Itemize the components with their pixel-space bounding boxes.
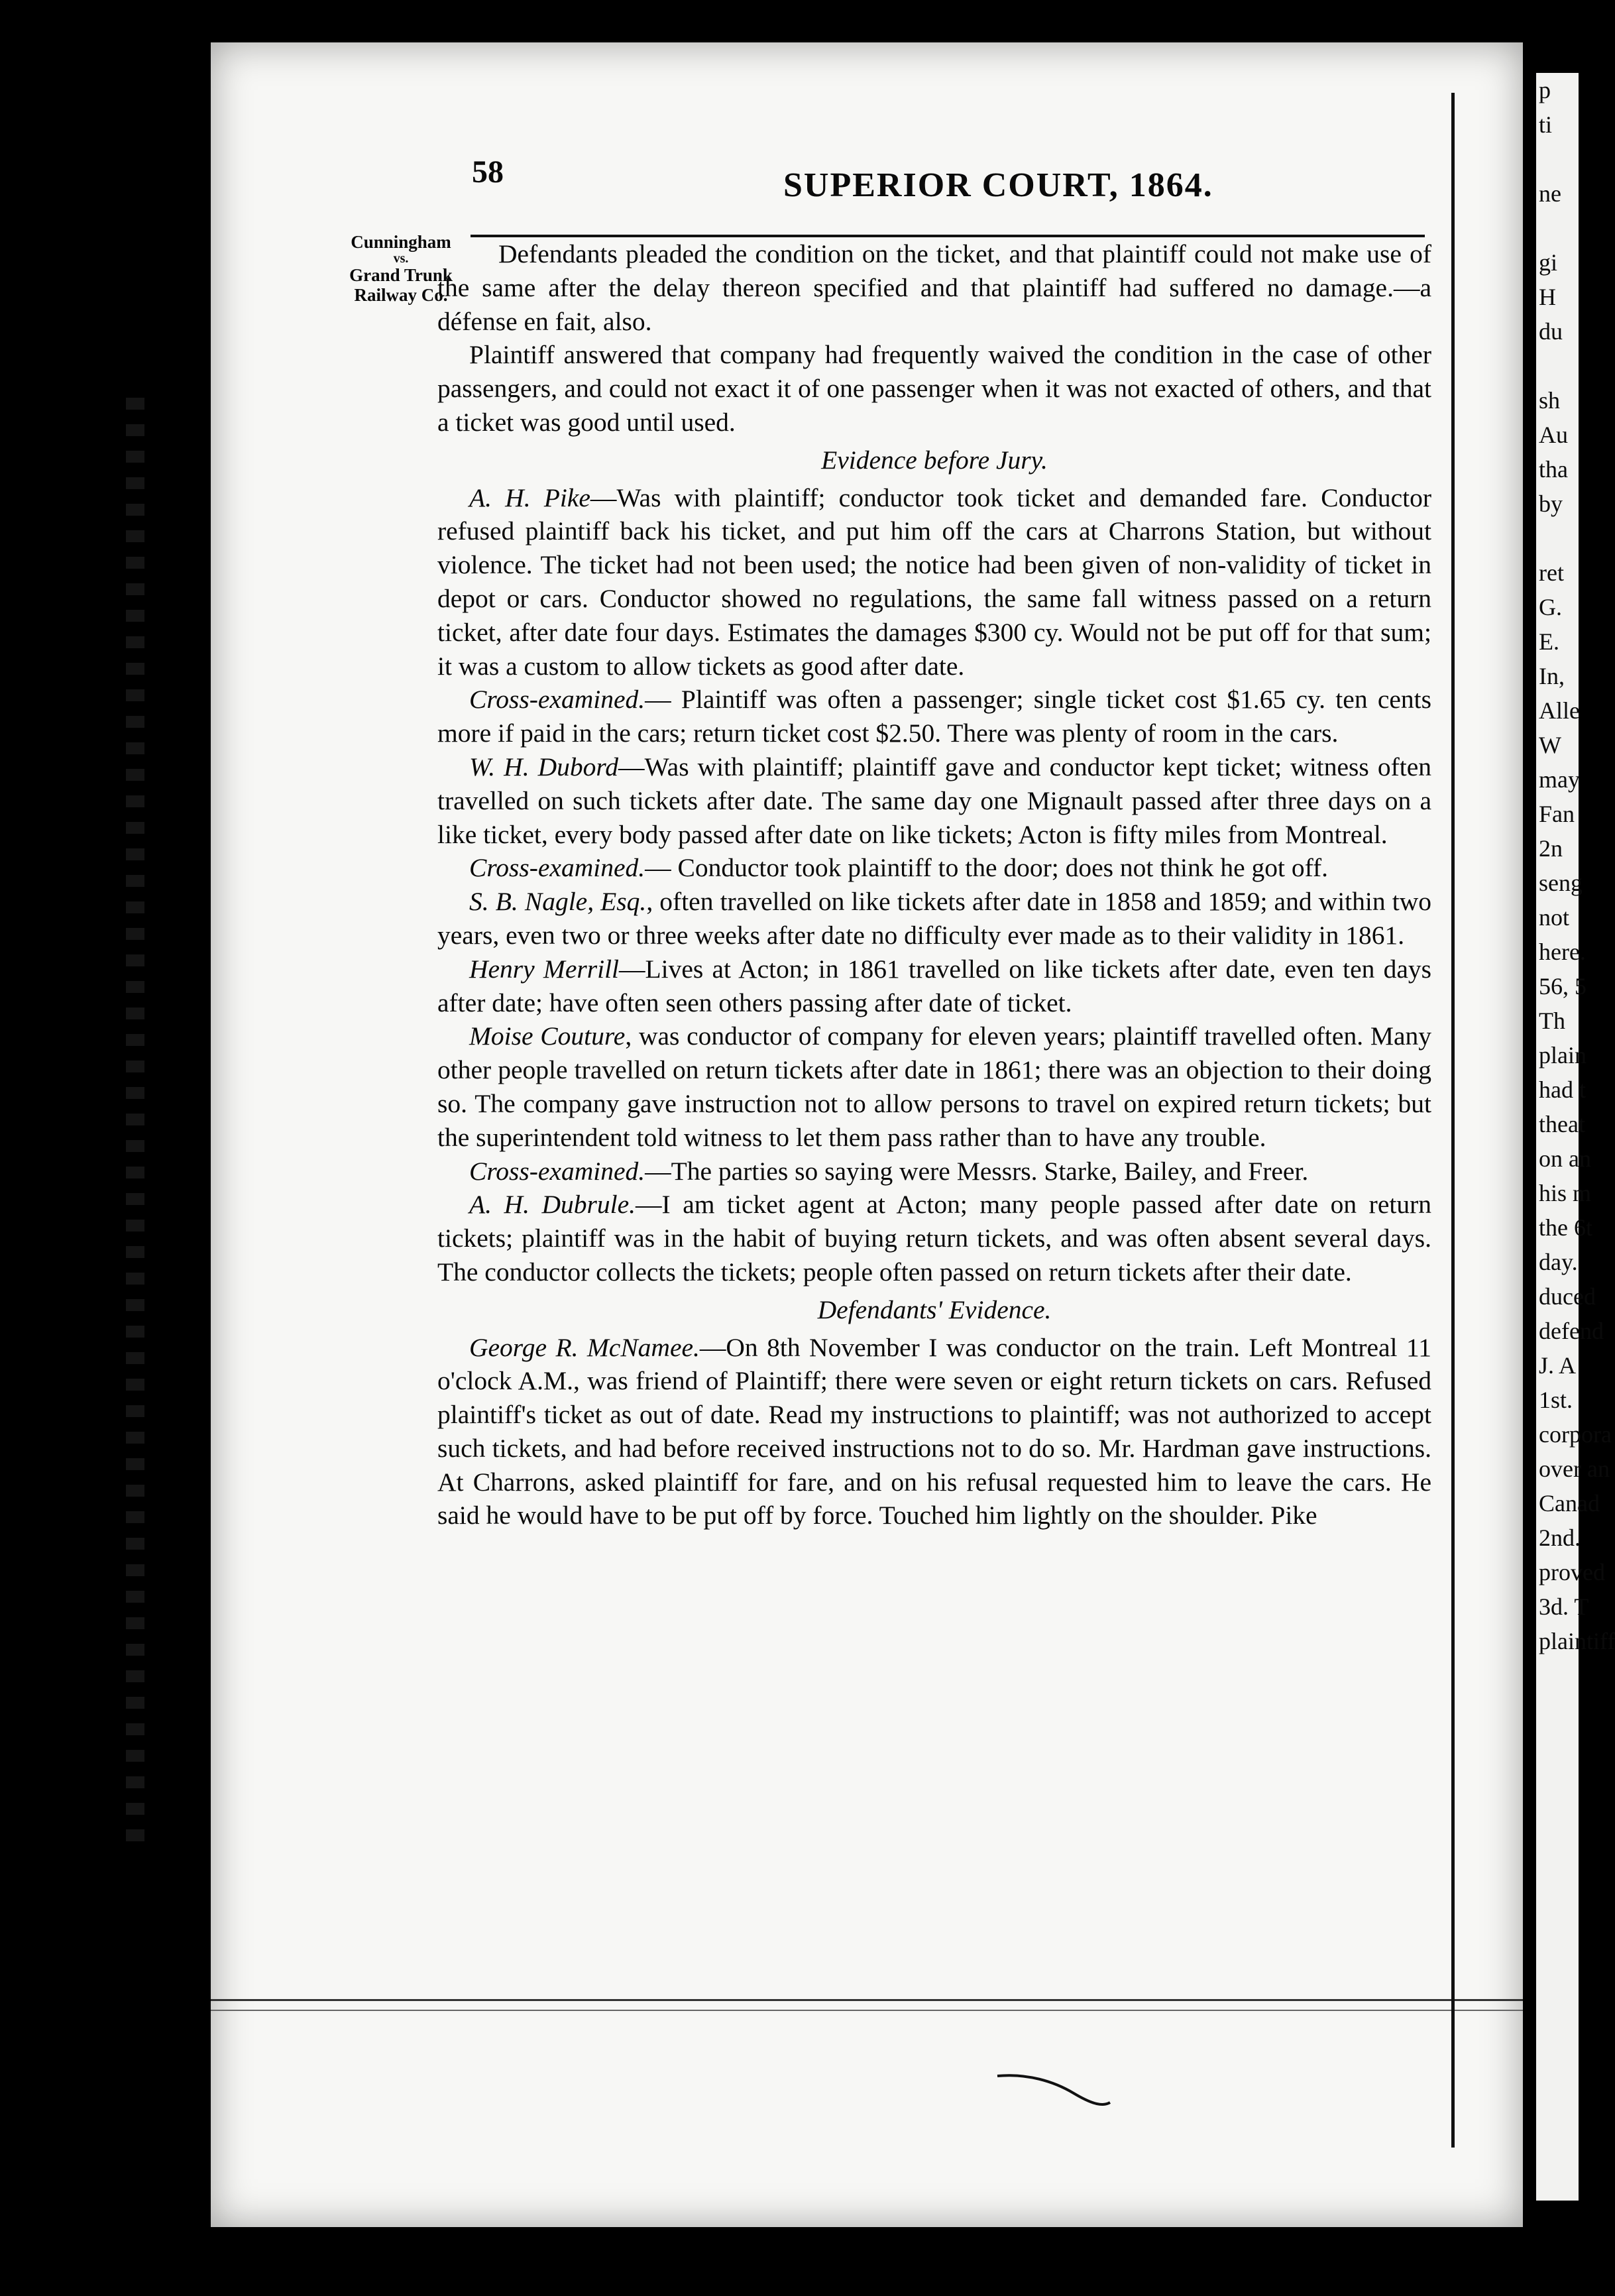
adjacent-page-line: proved (1539, 1559, 1605, 1585)
adjacent-page-line: here. (1539, 939, 1586, 965)
adjacent-page-fragment (1536, 73, 1615, 2201)
adjacent-page-line: ret (1539, 559, 1564, 586)
adjacent-page-line: corpora (1539, 1421, 1612, 1448)
adjacent-page-line (1539, 211, 1579, 245)
paragraph-pike (437, 481, 1431, 683)
paragraph-cross-1 (437, 683, 1431, 750)
adjacent-page-line: over an (1539, 1456, 1610, 1482)
adjacent-page-line: 1st. (1539, 1387, 1573, 1413)
adjacent-page-line: p (1539, 77, 1551, 103)
bottom-rule-secondary (211, 2010, 1523, 2011)
adjacent-page-line: his m (1539, 1180, 1592, 1206)
testimony-text: , often travelled on like tickets after date in 1858 and 1859; and within two years, even two or three weeks after date no difficulty ever made as to their validity in 1861. (437, 887, 1431, 950)
adjacent-page-line: seng (1539, 870, 1583, 896)
speaker-name: A. H. Pike (469, 483, 590, 512)
testimony-text: —Was with plaintiff; conductor took ticket and demanded fare. Conductor refused plaintiff back his ticket, and put him off the cars at Charrons Station, but without violence. The ticket had not been used; the notice had been given of non-validity of ticket in depot or cars. Conductor showed no regulations, the same fall witness passed on a return ticket, after date four days. Estimates the damages $300 cy. Would not be put off for that sum; it was a custom to allow tickets as good after date. (437, 483, 1431, 681)
scan-edge-noise (126, 398, 144, 1856)
adjacent-page-line: Alle (1539, 697, 1580, 724)
adjacent-page-line: Th (1539, 1007, 1565, 1034)
testimony-text: —On 8th November I was conductor on the train. Left Montreal 11 o'clock A.M., was friend of Plaintiff; there were seven or eight return tickets on cars. Refused plaintiff's ticket as out of date. Read my instructions to plaintiff; was not authorized to accept such tickets, and had before received instructions not to do so. Mr. Hardman gave instructions. At Charrons, asked plaintiff for fare, and on his refusal requested him to leave the cars. He said he would have to be put off by force. Touched him lightly on the shoulder. Pike (437, 1332, 1431, 1530)
margin-defendant-2: Railway Co. (354, 285, 448, 305)
paragraph-answer: Plaintiff answered that company had frequently waived the condition in the case of other passengers, and could not exact it of one passenger when it was not exacted of others, and that a ticket was good until used. (437, 340, 1431, 437)
body-text (437, 237, 1431, 1532)
paragraph-dubrule (437, 1188, 1431, 1289)
paragraph-nagle (437, 885, 1431, 952)
adjacent-page-line: 2nd. (1539, 1524, 1581, 1551)
page-number: 58 (472, 154, 504, 190)
adjacent-page-line: E. (1539, 628, 1559, 655)
adjacent-page-line: du (1539, 318, 1563, 345)
adjacent-page-line: 2n (1539, 835, 1563, 862)
speaker-name: Cross-examined. (469, 1156, 645, 1186)
paragraph-dubord (437, 750, 1431, 851)
speaker-name: Henry Merrill (469, 954, 620, 984)
page-gutter-line (1451, 93, 1455, 2148)
pen-stroke-mark (994, 2068, 1113, 2108)
adjacent-page-lines (1536, 73, 1615, 1658)
testimony-text: —I am ticket agent at Acton; many people passed after date on return tickets; plaintiff was in the habit of buying return tickets, and was often absent several days. The conductor collects the tickets; people often passed on return tickets after their date. (437, 1190, 1431, 1287)
adjacent-page-line: plaintiff (1539, 1628, 1615, 1654)
adjacent-page-line: the 6t (1539, 1214, 1592, 1241)
adjacent-page-line: Canad (1539, 1490, 1600, 1517)
paragraph-couture (437, 1019, 1431, 1154)
adjacent-page-line: by (1539, 490, 1563, 517)
margin-plaintiff: Cunningham (351, 232, 451, 252)
adjacent-page-line: 56, 5 (1539, 973, 1587, 1000)
speaker-name: Cross-examined. (469, 685, 645, 715)
adjacent-page-line: W (1539, 732, 1561, 758)
adjacent-page-line: ne (1539, 180, 1561, 207)
testimony-text: —Lives at Acton; in 1861 travelled on like tickets after date, even ten days after date; have often seen others passing after date of ticket. (437, 954, 1431, 1017)
speaker-name: Moise Couture (469, 1021, 626, 1051)
adjacent-page-line: on an (1539, 1145, 1591, 1172)
adjacent-page-line: Fan (1539, 801, 1575, 827)
adjacent-page-line: had t (1539, 1076, 1586, 1103)
speaker-name: S. B. Nagle, Esq. (469, 887, 647, 917)
adjacent-page-line: tha (1539, 456, 1568, 483)
adjacent-page-line: J. A (1539, 1352, 1577, 1379)
testimony-text: —Was with plaintiff; plaintiff gave and conductor kept ticket; witness often travelled on such tickets after date. The same day one Mignault passed after three days on a like ticket, every body passed after date on like tickets; Acton is fifty miles from Montreal. (437, 752, 1431, 849)
speaker-name: Cross-examined. (469, 853, 645, 883)
adjacent-page-line: may (1539, 766, 1580, 793)
testimony-text: — Conductor took plaintiff to the door; does not think he got off. (645, 853, 1329, 883)
adjacent-page-line: duced (1539, 1283, 1596, 1310)
paragraph-merrill (437, 952, 1431, 1020)
adjacent-page-line: defend (1539, 1318, 1604, 1344)
page-header (472, 154, 1466, 213)
paragraph-pleading: Defendants pleaded the condition on the ticket, and that plaintiff could not make use of the same after the delay thereon specified and that plaintiff had suffered no damage.—a défense en fait, also. (437, 239, 1431, 336)
adjacent-page-line: gi (1539, 249, 1558, 276)
adjacent-page-line: plain (1539, 1042, 1587, 1068)
adjacent-page-line: In, (1539, 663, 1565, 689)
adjacent-page-line: 3d. T (1539, 1593, 1589, 1620)
adjacent-page-line: not (1539, 904, 1570, 931)
testimony-text: — Plaintiff was often a passenger; single ticket cost $1.65 cy. ten cents more if paid in the cars; return ticket cost $2.50. There was plenty of room in the cars. (437, 685, 1431, 748)
adjacent-page-line: G. (1539, 594, 1562, 620)
adjacent-page-line: sh (1539, 387, 1561, 414)
paragraph-mcnamee (437, 1331, 1431, 1533)
testimony-text: , was conductor of company for eleven years; plaintiff travelled often. Many other people travelled on return tickets after date in 1861; there was an objection to their doing so. The company gave instruction not to allow persons to travel on expired return tickets; but the superintendent told witness to let them pass rather than to have any trouble. (437, 1021, 1431, 1152)
bottom-rule (211, 1999, 1523, 2001)
adjacent-page-line (1539, 349, 1579, 383)
adjacent-page-line (1539, 142, 1579, 176)
testimony-text: —The parties so saying were Messrs. Starke, Bailey, and Freer. (645, 1156, 1309, 1186)
paragraph-cross-3 (437, 1155, 1431, 1188)
adjacent-page-line: day. (1539, 1249, 1578, 1275)
margin-defendant-1: Grand Trunk (349, 265, 453, 285)
adjacent-page-line (1539, 521, 1579, 555)
speaker-name: George R. McNamee. (469, 1332, 700, 1362)
adjacent-page-line: theat (1539, 1111, 1585, 1137)
adjacent-page-line: H (1539, 284, 1556, 310)
speaker-name: W. H. Dubord (469, 752, 619, 781)
section-heading-evidence: Evidence before Jury. (821, 445, 1048, 475)
adjacent-page-line: ti (1539, 111, 1553, 138)
adjacent-page-line: Au (1539, 422, 1568, 448)
running-title: SUPERIOR COURT, 1864. (783, 166, 1213, 204)
paragraph-cross-2 (437, 851, 1431, 885)
margin-versus: vs. (393, 251, 409, 266)
speaker-name: A. H. Dubrule. (469, 1190, 636, 1220)
section-heading-defendants: Defendants' Evidence. (817, 1294, 1052, 1324)
